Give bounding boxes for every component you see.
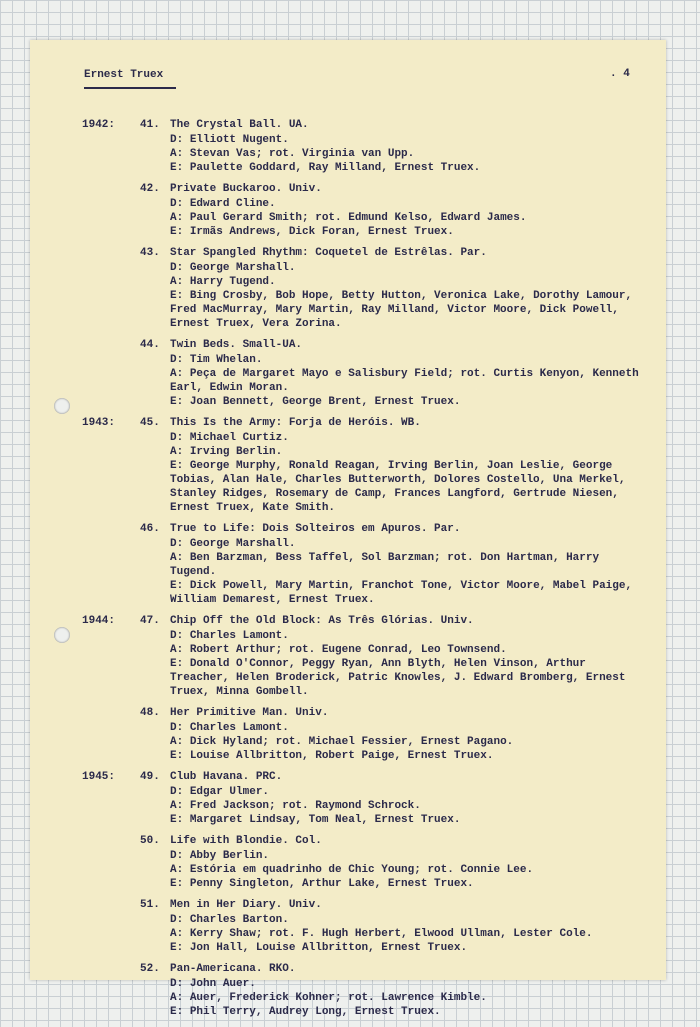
credit-prefix: E: — [170, 290, 184, 302]
credit-text: John Auer. — [189, 978, 256, 990]
credit-prefix: D: — [170, 538, 184, 550]
film-credit — [170, 735, 640, 749]
film-entry-heading — [30, 899, 666, 913]
film-title: Life with Blondie. Col. — [170, 835, 322, 847]
film-entry-heading — [30, 119, 666, 133]
credit-prefix: D: — [170, 134, 184, 146]
film-credit — [170, 643, 640, 657]
film-credit — [170, 863, 640, 877]
film-entry — [30, 247, 666, 331]
film-year: 1942: — [82, 119, 116, 131]
credit-prefix: D: — [170, 722, 184, 734]
film-credit — [170, 537, 640, 551]
header-underline — [84, 87, 176, 89]
film-number: 45. — [140, 417, 160, 429]
film-credit — [170, 197, 640, 211]
film-credit — [170, 657, 640, 699]
credit-text: Irmãs Andrews, Dick Foran, Ernest Truex. — [189, 226, 454, 238]
credit-text: George Murphy, Ronald Reagan, Irving Berlin, Joan Leslie, George Tobias, Alan Hale, Charles Butterworth, Dolores Costello, Una Merkel, Stanley Ridges, Rosemary de Camp, Frances Langford, Gertrude Niesen, Ernest Truex, Kate Smith. — [170, 460, 626, 514]
film-entry-heading — [30, 417, 666, 431]
film-entry — [30, 523, 666, 607]
credit-prefix: D: — [170, 262, 184, 274]
film-credit — [170, 133, 640, 147]
credit-text: Dick Powell, Mary Martin, Franchot Tone, Victor Moore, Mabel Paige, William Demarest, Ernest Truex. — [170, 580, 633, 606]
credit-text: Paul Gerard Smith; rot. Edmund Kelso, Edward James. — [189, 212, 527, 224]
film-title: Private Buckaroo. Univ. — [170, 183, 322, 195]
film-credit — [170, 289, 640, 331]
film-year: 1944: — [82, 615, 116, 627]
film-year: 1943: — [82, 417, 116, 429]
film-credit — [170, 913, 640, 927]
credit-text: Robert Arthur; rot. Eugene Conrad, Leo Townsend. — [189, 644, 507, 656]
credit-text: Penny Singleton, Arthur Lake, Ernest Truex. — [189, 878, 474, 890]
film-number: 50. — [140, 835, 160, 847]
film-credit — [170, 579, 640, 607]
credit-prefix: E: — [170, 580, 184, 592]
credit-text: Joan Bennett, George Brent, Ernest Truex. — [189, 396, 461, 408]
film-credit — [170, 877, 640, 891]
credit-prefix: A: — [170, 148, 184, 160]
credit-prefix: E: — [170, 658, 184, 670]
credit-prefix: E: — [170, 396, 184, 408]
credit-text: Michael Curtiz. — [189, 432, 289, 444]
film-credit — [170, 367, 640, 395]
credit-prefix: D: — [170, 198, 184, 210]
film-credit — [170, 721, 640, 735]
credit-text: Charles Lamont. — [189, 722, 289, 734]
credit-text: Phil Terry, Audrey Long, Ernest Truex. — [189, 1006, 441, 1018]
credit-prefix: D: — [170, 850, 184, 862]
film-title: Twin Beds. Small-UA. — [170, 339, 303, 351]
film-entry — [30, 417, 666, 515]
credit-text: Jon Hall, Louise Allbritton, Ernest Truex. — [189, 942, 468, 954]
credit-text: Kerry Shaw; rot. F. Hugh Herbert, Elwood Ullman, Lester Cole. — [189, 928, 593, 940]
film-credit — [170, 353, 640, 367]
film-entry-heading — [30, 835, 666, 849]
credit-text: Elliott Nugent. — [189, 134, 289, 146]
film-credit — [170, 813, 640, 827]
credit-text: Charles Barton. — [189, 914, 289, 926]
film-credit — [170, 785, 640, 799]
credit-prefix: E: — [170, 750, 184, 762]
credit-text: Irving Berlin. — [189, 446, 283, 458]
credit-text: Edgar Ulmer. — [189, 786, 270, 798]
credit-text: Fred Jackson; rot. Raymond Schrock. — [189, 800, 421, 812]
credit-text: Abby Berlin. — [189, 850, 270, 862]
credit-prefix: D: — [170, 630, 184, 642]
film-entry-heading — [30, 963, 666, 977]
film-number: 46. — [140, 523, 160, 535]
film-number: 42. — [140, 183, 160, 195]
credit-prefix: A: — [170, 992, 184, 1004]
page-number: . 4 — [610, 68, 630, 80]
credit-prefix: E: — [170, 942, 184, 954]
credit-text: Stevan Vas; rot. Virginia van Upp. — [189, 148, 415, 160]
film-credit — [170, 991, 640, 1005]
credit-text: Tim Whelan. — [189, 354, 263, 366]
credit-text: Ben Barzman, Bess Taffel, Sol Barzman; rot. Don Hartman, Harry Tugend. — [170, 552, 600, 578]
credit-prefix: A: — [170, 276, 184, 288]
credit-prefix: A: — [170, 212, 184, 224]
credit-prefix: E: — [170, 814, 184, 826]
film-credit — [170, 459, 640, 515]
film-number: 47. — [140, 615, 160, 627]
film-number: 48. — [140, 707, 160, 719]
film-credit — [170, 275, 640, 289]
film-entry-heading — [30, 339, 666, 353]
credit-text: Margaret Lindsay, Tom Neal, Ernest Truex. — [189, 814, 461, 826]
credit-prefix: E: — [170, 162, 184, 174]
film-number: 43. — [140, 247, 160, 259]
credit-prefix: A: — [170, 446, 184, 458]
film-year: 1945: — [82, 771, 116, 783]
filmography-list — [30, 119, 666, 1027]
film-credit — [170, 1005, 640, 1019]
credit-text: Auer, Frederick Kohner; rot. Lawrence Kimble. — [189, 992, 487, 1004]
credit-text: George Marshall. — [189, 538, 296, 550]
credit-prefix: E: — [170, 878, 184, 890]
credit-text: Edward Cline. — [189, 198, 276, 210]
credit-prefix: D: — [170, 914, 184, 926]
credit-prefix: E: — [170, 1006, 184, 1018]
film-title: Her Primitive Man. Univ. — [170, 707, 329, 719]
film-title: Men in Her Diary. Univ. — [170, 899, 322, 911]
film-credit — [170, 629, 640, 643]
film-credit — [170, 551, 640, 579]
credit-prefix: A: — [170, 800, 184, 812]
film-credit — [170, 431, 640, 445]
credit-prefix: A: — [170, 368, 184, 380]
film-entry — [30, 771, 666, 827]
film-number: 51. — [140, 899, 160, 911]
film-entry — [30, 707, 666, 763]
film-number: 52. — [140, 963, 160, 975]
film-title: Star Spangled Rhythm: Coquetel de Estrêlas. Par. — [170, 247, 487, 259]
film-number: 41. — [140, 119, 160, 131]
film-credit — [170, 395, 640, 409]
film-credit — [170, 799, 640, 813]
film-title: True to Life: Dois Solteiros em Apuros. Par. — [170, 523, 461, 535]
film-entry — [30, 615, 666, 699]
film-credit — [170, 161, 640, 175]
film-title: Pan-Americana. RKO. — [170, 963, 296, 975]
credit-prefix: D: — [170, 786, 184, 798]
credit-prefix: E: — [170, 226, 184, 238]
film-entry-heading — [30, 247, 666, 261]
page-header-name: Ernest Truex — [84, 69, 164, 81]
film-title: Chip Off the Old Block: As Três Glórias. Univ. — [170, 615, 474, 627]
credit-text: Charles Lamont. — [189, 630, 289, 642]
credit-prefix: D: — [170, 978, 184, 990]
credit-prefix: D: — [170, 432, 184, 444]
film-entry — [30, 899, 666, 955]
film-entry — [30, 183, 666, 239]
credit-text: Louise Allbritton, Robert Paige, Ernest Truex. — [189, 750, 494, 762]
credit-text: George Marshall. — [189, 262, 296, 274]
credit-text: Dick Hyland; rot. Michael Fessier, Ernest Pagano. — [189, 736, 514, 748]
film-credit — [170, 261, 640, 275]
film-number: 44. — [140, 339, 160, 351]
credit-prefix: A: — [170, 552, 184, 564]
film-credit — [170, 749, 640, 763]
film-entry-heading — [30, 523, 666, 537]
film-entry-heading — [30, 183, 666, 197]
film-title: This Is the Army: Forja de Heróis. WB. — [170, 417, 421, 429]
credit-text: Bing Crosby, Bob Hope, Betty Hutton, Veronica Lake, Dorothy Lamour, Fred MacMurray, Mary Martin, Ray Milland, Victor Moore, Dick Powell, Ernest Truex, Vera Zorina. — [170, 290, 633, 330]
credit-prefix: A: — [170, 928, 184, 940]
credit-text: Paulette Goddard, Ray Milland, Ernest Truex. — [189, 162, 481, 174]
credit-prefix: E: — [170, 460, 184, 472]
film-title: Club Havana. PRC. — [170, 771, 283, 783]
film-credit — [170, 211, 640, 225]
typed-page — [30, 40, 666, 1018]
film-credit — [170, 977, 640, 991]
film-credit — [170, 147, 640, 161]
credit-prefix: A: — [170, 736, 184, 748]
film-credit — [170, 445, 640, 459]
film-entry-heading — [30, 707, 666, 721]
film-entry-heading — [30, 615, 666, 629]
film-title: The Crystal Ball. UA. — [170, 119, 309, 131]
film-entry — [30, 119, 666, 175]
film-entry — [30, 339, 666, 409]
credit-prefix: A: — [170, 644, 184, 656]
credit-prefix: A: — [170, 864, 184, 876]
credit-text: Harry Tugend. — [189, 276, 276, 288]
credit-prefix: D: — [170, 354, 184, 366]
film-entry-heading — [30, 771, 666, 785]
film-credit — [170, 941, 640, 955]
credit-text: Estória em quadrinho de Chic Young; rot. Connie Lee. — [189, 864, 534, 876]
film-credit — [170, 927, 640, 941]
credit-text: Peça de Margaret Mayo e Salisbury Field; rot. Curtis Kenyon, Kenneth Earl, Edwin Moran. — [170, 368, 639, 394]
film-credit — [170, 849, 640, 863]
credit-text: Donald O'Connor, Peggy Ryan, Ann Blyth, Helen Vinson, Arthur Treacher, Helen Broderick, Patric Knowles, J. Edward Bromberg, Ernest Truex, Minna Gombell. — [170, 658, 626, 698]
film-credit — [170, 225, 640, 239]
film-entry — [30, 963, 666, 1019]
film-entry — [30, 835, 666, 891]
film-number: 49. — [140, 771, 160, 783]
